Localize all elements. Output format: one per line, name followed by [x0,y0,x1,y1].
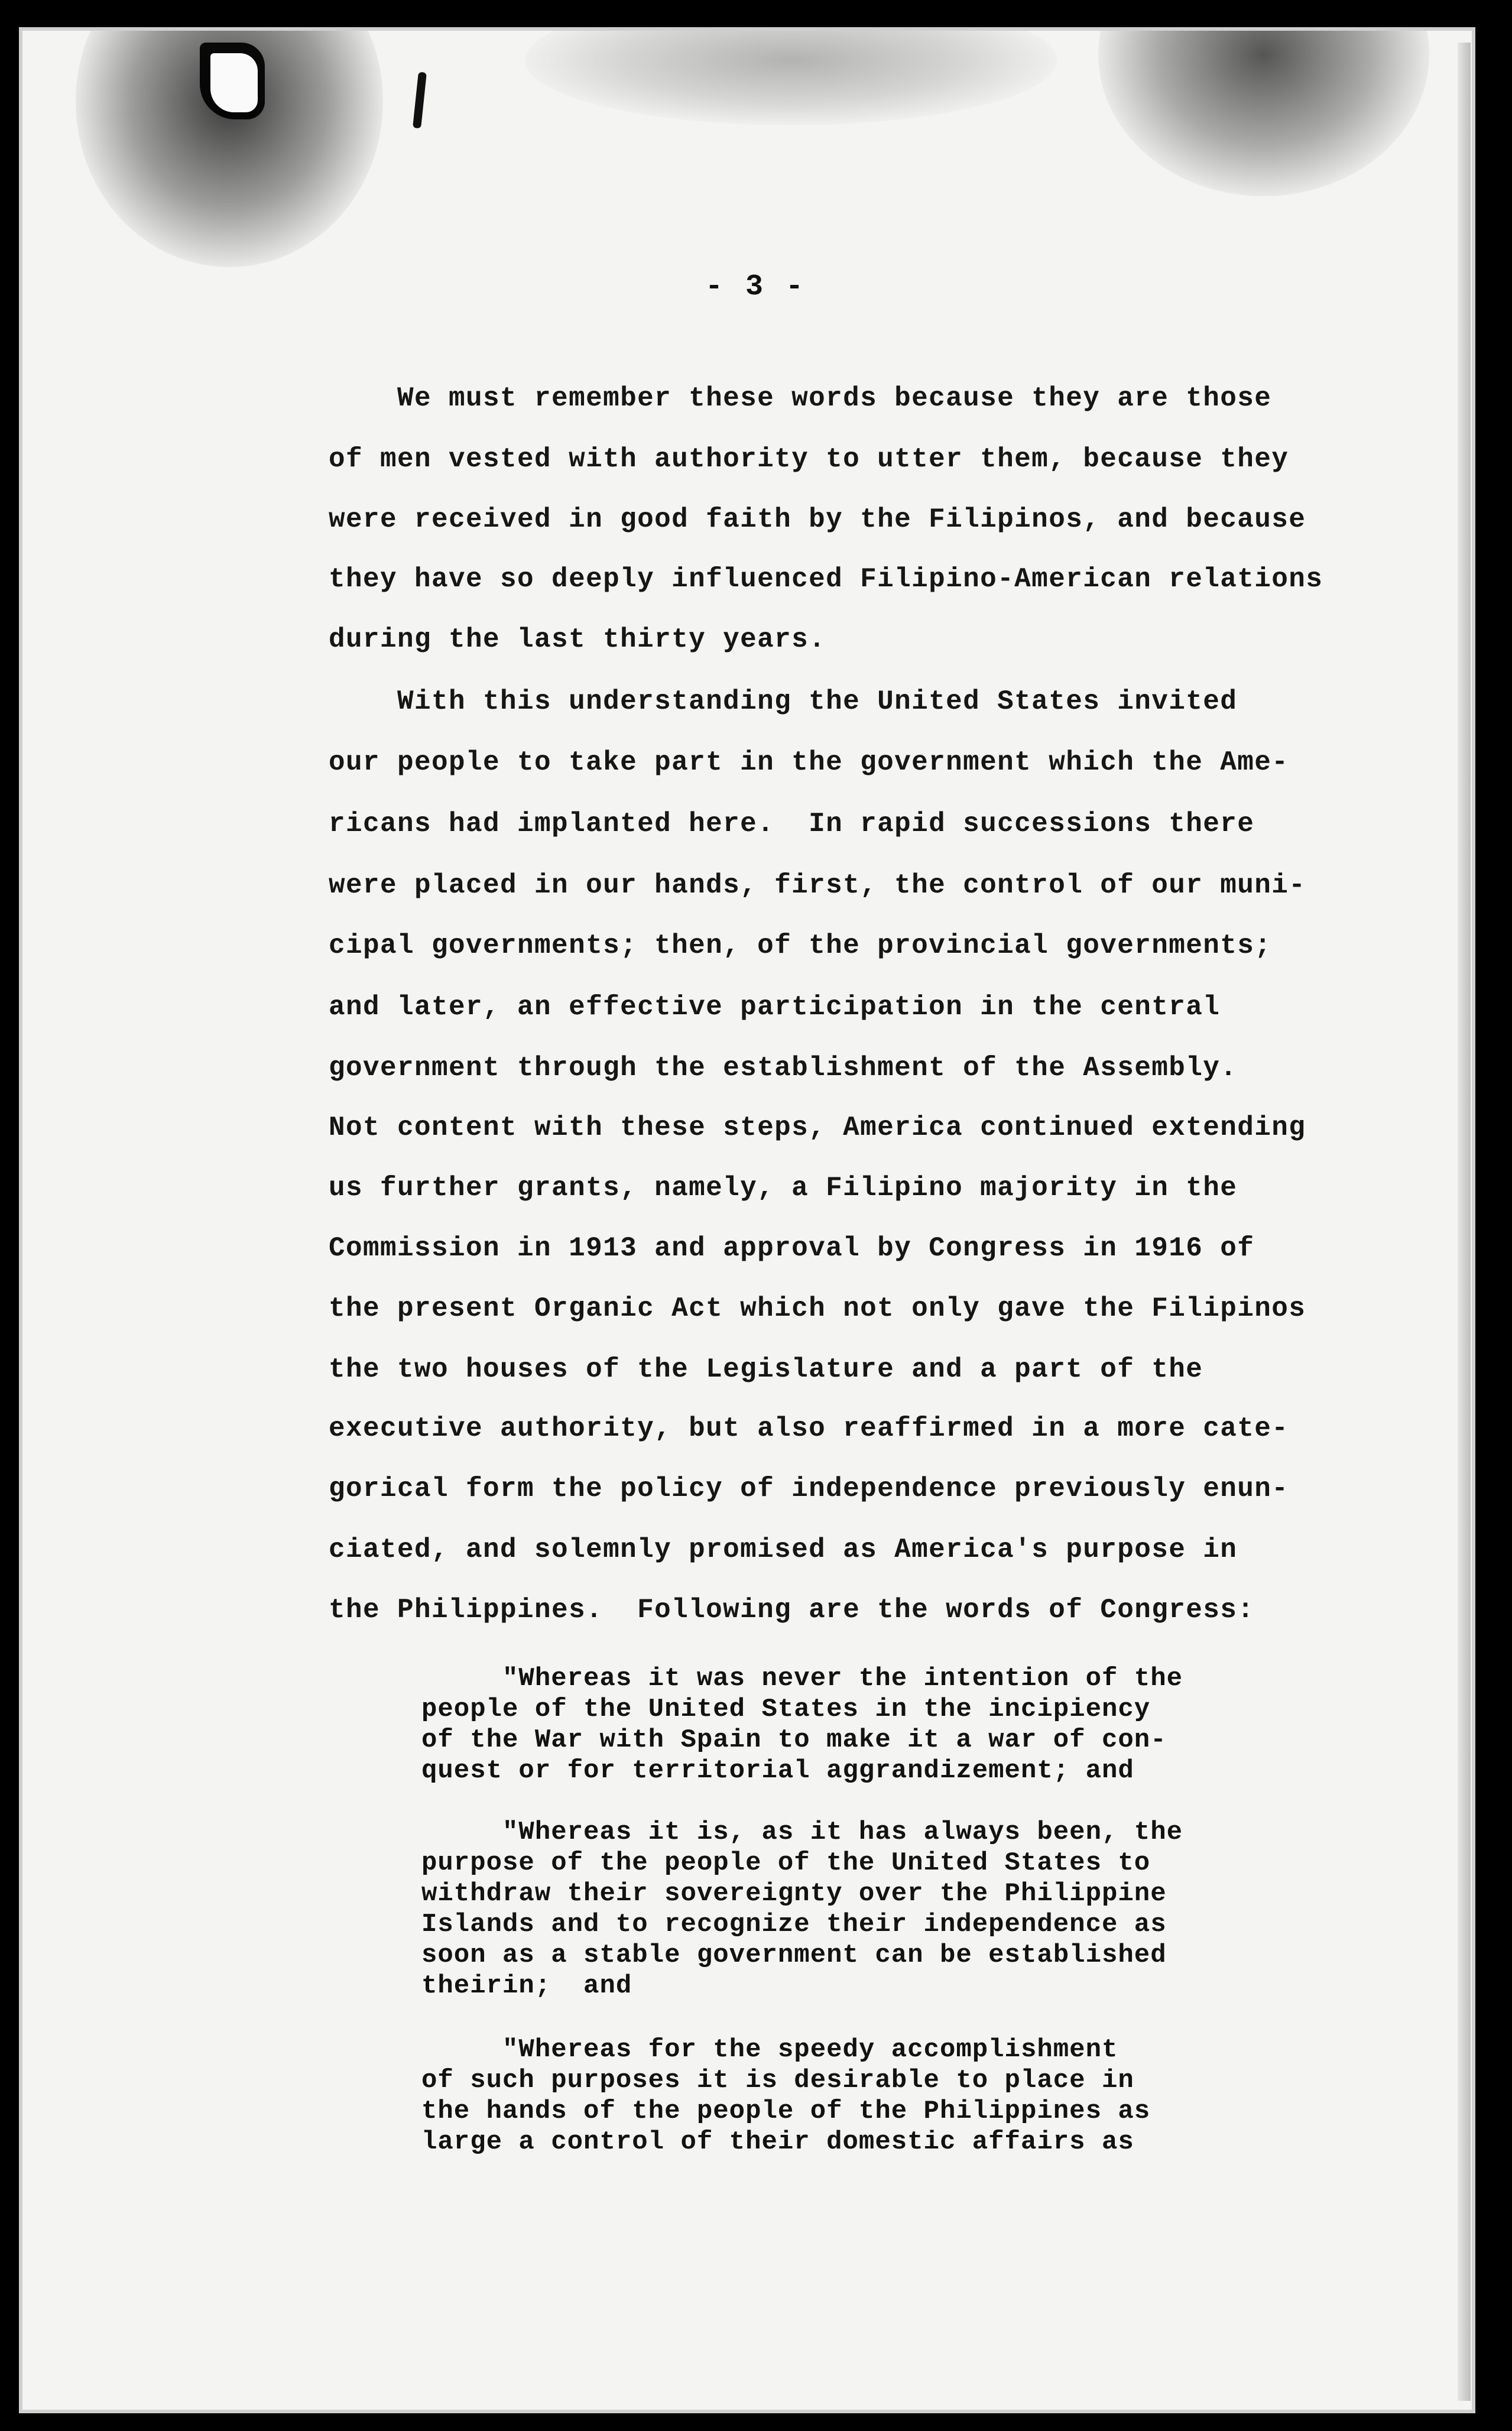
paper-tear-hole [210,53,258,112]
ink-smudge-center [525,31,1057,125]
paragraph-1-line: We must remember these words because they are those [329,383,1272,414]
paragraph-2-line: government through the establishment of the Assembly. [329,1053,1238,1083]
paragraph-1-line: were received in good faith by the Filipinos, and because [329,504,1306,535]
quote-3-line: "Whereas for the speedy accomplishment [421,2035,1118,2065]
quote-2-line: soon as a stable government can be established [421,1940,1167,1970]
quote-2-line: withdraw their sovereignty over the Philippine [421,1879,1167,1909]
quote-1-line: of the War with Spain to make it a war of con- [421,1725,1167,1755]
quote-1-line: people of the United States in the incipiency [421,1695,1151,1724]
page-stack-edge [1458,43,1471,2401]
paragraph-2-line: the present Organic Act which not only gave the Filipinos [329,1293,1306,1324]
paragraph-2-line: Not content with these steps, America continued extending [329,1112,1306,1143]
paragraph-2-line: ricans had implanted here. In rapid successions there [329,809,1255,839]
ink-mark [413,72,427,129]
paragraph-1-line: they have so deeply influenced Filipino-American relations [329,564,1323,595]
paragraph-2-line: gorical form the policy of independence previously enun- [329,1473,1289,1504]
page-number: - 3 - [705,270,806,304]
quote-3-line: the hands of the people of the Philippines as [421,2096,1151,2126]
paragraph-2-line: our people to take part in the government which the Ame- [329,747,1289,778]
paragraph-2-line: the Philippines. Following are the words of Congress: [329,1595,1255,1625]
paragraph-2-line: ciated, and solemnly promised as America's purpose in [329,1534,1238,1565]
paragraph-1-line: during the last thirty years. [329,624,826,655]
quote-2-line: "Whereas it is, as it has always been, the [421,1817,1183,1847]
quote-2-line: theirin; and [421,1971,632,2001]
paragraph-2-line: cipal governments; then, of the provincial governments; [329,930,1272,961]
paragraph-2-line: Commission in 1913 and approval by Congress in 1916 of [329,1233,1255,1264]
quote-2-line: Islands and to recognize their independence as [421,1910,1167,1939]
paragraph-2-line: With this understanding the United States invited [329,686,1238,717]
paragraph-2-line: us further grants, namely, a Filipino majority in the [329,1173,1238,1203]
quote-3-line: large a control of their domestic affairs as [421,2127,1134,2157]
document-page [22,31,1472,2410]
quote-1-line: quest or for territorial aggrandizement; and [421,1756,1134,1786]
quote-1-line: "Whereas it was never the intention of the [421,1664,1183,1693]
paragraph-1-line: of men vested with authority to utter them, because they [329,444,1289,475]
quote-3-line: of such purposes it is desirable to place in [421,2066,1134,2095]
paragraph-2-line: and later, an effective participation in the central [329,992,1221,1023]
ink-smudge-right [1098,31,1429,196]
paragraph-2-line: the two houses of the Legislature and a part of the [329,1354,1203,1385]
quote-2-line: purpose of the people of the United States to [421,1848,1151,1878]
paragraph-2-line: executive authority, but also reaffirmed in a more cate- [329,1413,1289,1444]
paragraph-2-line: were placed in our hands, first, the control of our muni- [329,870,1306,901]
